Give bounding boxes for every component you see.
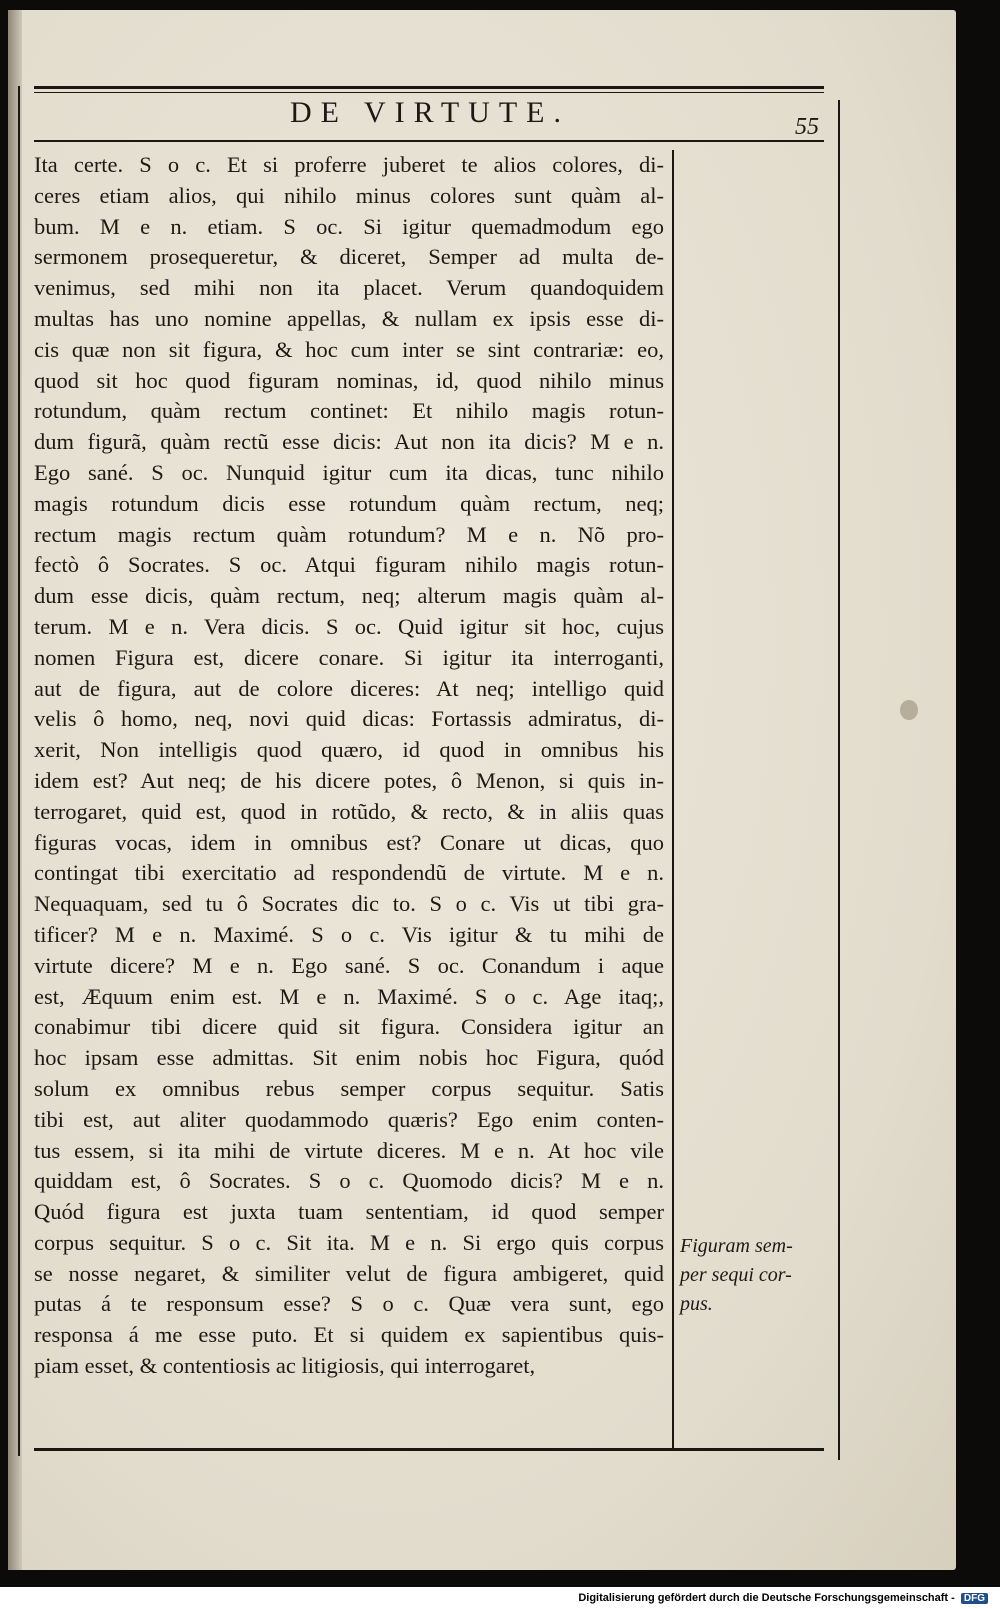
text-line: tibi est, aut aliter quodammodo quæris? Ego enim conten- [34,1106,664,1132]
text-line: fectò ô Socrates. S oc. Atqui figuram nihilo magis rotun- [34,552,664,578]
text-line: quiddam est, ô Socrates. S o c. Quomodo dicis? M e n. [34,1168,664,1194]
marginal-note-line: pus. [680,1293,713,1315]
text-line: idem est? Aut neq; de his dicere potes, ô Menon, si quis in- [34,767,664,793]
dfg-logo-icon: DFG [961,1593,988,1604]
text-line: bum. M e n. etiam. S oc. Si igitur quemadmodum ego [34,213,664,239]
body-text [34,150,664,1382]
text-line: sermonem prosequeretur, & diceret, Semper ad multa de- [34,244,664,270]
text-line: dum esse dicis, quàm rectum, neq; alterum magis quàm al- [34,583,664,609]
text-line: terrogaret, quid est, quod in rotũdo, & recto, & in aliis quas [34,798,664,824]
text-line: Nequaquam, sed tu ô Socrates dic to. S o c. Vis ut tibi gra- [34,891,664,917]
text-line: est, Æquum enim est. M e n. Maximé. S o c. Age itaq;, [34,983,664,1009]
text-line: figuras vocas, idem in omnibus est? Conare ut dicas, quo [34,829,664,855]
text-line: conabimur tibi dicere quid sit figura. Considera igitur an [34,1014,664,1040]
digitization-credit [574,1590,992,1606]
bottom-rule [34,1448,824,1451]
left-frame-rule [18,86,20,1456]
column-divider-rule [672,150,674,1450]
text-line: cis quæ non sit figura, & hoc cum inter se sint contrariæ: eo, [34,336,664,362]
text-line: xerit, Non intelligis quod quæro, id quod in omnibus his [34,737,664,763]
marginal-note-line: per sequi cor- [680,1264,792,1286]
text-line: contingat tibi exercitatio ad respondendũ de virtute. M e n. [34,860,664,886]
marginal-note-line: Figuram sem- [680,1235,793,1257]
text-line: se nosse negaret, & similiter velut de figura ambigeret, quid [34,1260,664,1286]
text-line: Quód figura est juxta tuam sententiam, id quod semper [34,1199,664,1225]
credit-text: Digitalisierung gefördert durch die Deutsche Forschungsgemeinschaft - [578,1592,955,1604]
marginal-note [680,1232,830,1319]
right-frame-rule [838,100,840,1460]
text-line: magis rotundum dicis esse rotundum quàm rectum, neq; [34,490,664,516]
page-number: 55 [795,114,819,140]
text-line: ceres etiam alios, qui nihilo minus colores sunt quàm al- [34,182,664,208]
text-line: putas á te responsum esse? S o c. Quæ vera sunt, ego [34,1291,664,1317]
header-underline-rule [34,140,824,142]
running-title: DE VIRTUTE. [290,96,570,129]
text-line: rotundum, quàm rectum continet: Et nihilo magis rotun- [34,398,664,424]
text-line: terum. M e n. Vera dicis. S oc. Quid igitur sit hoc, cujus [34,613,664,639]
text-line: dum figurã, quàm rectũ esse dicis: Aut non ita dicis? M e n. [34,429,664,455]
text-line: solum ex omnibus rebus semper corpus sequitur. Satis [34,1075,664,1101]
paper-stain [900,700,918,720]
text-line: velis ô homo, neq, novi quid dicas: Fortassis admiratus, di- [34,706,664,732]
top-thin-rule [34,92,824,93]
text-line: Ita certe. S o c. Et si proferre juberet te alios colores, di- [34,152,664,177]
text-line: virtute dicere? M e n. Ego sané. S oc. Conandum i aque [34,952,664,978]
text-line: nomen Figura est, dicere conare. Si igitur ita interroganti, [34,644,664,670]
top-double-rule [34,86,824,89]
text-line: aut de figura, aut de colore diceres: At neq; intelligo quid [34,675,664,701]
text-line: piam esset, & contentiosis ac litigiosis, qui interrogaret, [34,1353,536,1379]
text-line: corpus sequitur. S o c. Sit ita. M e n. Si ergo quis corpus [34,1229,664,1255]
text-line: Ego sané. S oc. Nunquid igitur cum ita dicas, tunc nihilo [34,459,664,485]
text-line: responsa á me esse puto. Et si quidem ex sapientibus quis- [34,1322,664,1348]
text-line: tus essem, si ita mihi de virtute diceres. M e n. At hoc vile [34,1137,664,1163]
text-line: quod sit hoc quod figuram nominas, id, quod nihilo minus [34,367,664,393]
text-line: rectum magis rectum quàm rotundum? M e n. Nõ pro- [34,521,664,547]
text-line: hoc ipsam esse admittas. Sit enim nobis hoc Figura, quód [34,1045,664,1071]
text-line: multas has uno nomine appellas, & nullam ex ipsis esse di- [34,305,664,331]
text-line: tificer? M e n. Maximé. S o c. Vis igitur & tu mihi de [34,921,664,947]
text-line: venimus, sed mihi non ita placet. Verum quandoquidem [34,275,664,301]
